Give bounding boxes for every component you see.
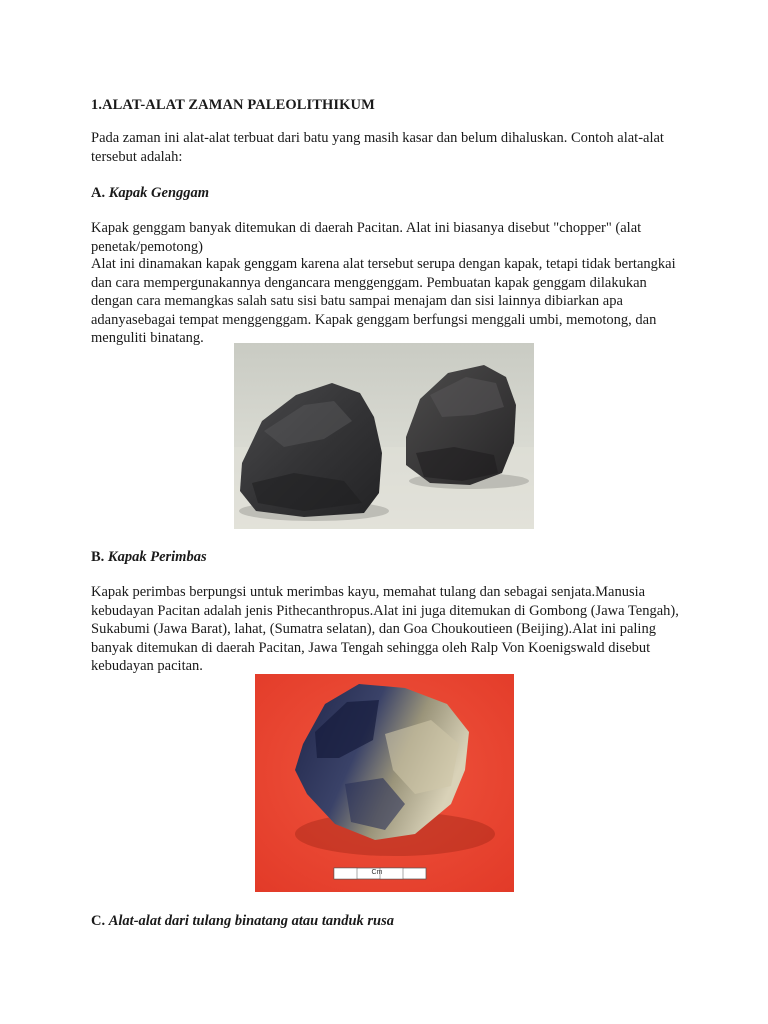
kapak-perimbas-photo: [255, 674, 514, 892]
paragraph-a2: Alat ini dinamakan kapak genggam karena alat tersebut serupa dengan kapak, tetapi tidak bertangkai dan cara mempergunakannya dengancara menggenggam. Pembuatan kapak genggam dilakukan dengan cara memangkas salah satu sisi batu sampai menajam dan sisi lainnya dibiarkan apa adanyasebagai tempat menggenggam. Kapak genggam berfungsi menggali umbi, memotong, dan menguliti binatang.: [91, 256, 676, 346]
subheading-b: [91, 548, 681, 567]
intro-paragraph: Pada zaman ini alat-alat terbuat dari batu yang masih kasar dan belum dihaluskan. Contoh alat-alat tersebut adalah:: [91, 130, 664, 165]
section-heading: 1.ALAT-ALAT ZAMAN PALEOLITHIKUM: [91, 97, 375, 113]
subheading-a-letter: A.: [91, 185, 106, 201]
paragraph-b1: Kapak perimbas berpungsi untuk merimbas kayu, memahat tulang dan sebagai senjata.Manusia kebudayan Pacitan adalah jenis Pithecanthropus.Alat ini juga ditemukan di Gombong (Jawa Tengah), Sukabumi (Jawa Barat), lahat, (Sumatra selatan), dan Goa Choukoutieen (Beijing).Alat ini paling banyak ditemukan di daerah Pacitan, Jawa Tengah sehingga oleh Ralp Von Koenigswald disebut kebudayan pacitan.: [91, 584, 679, 674]
subheading-c-title: Alat-alat dari tulang binatang atau tanduk rusa: [108, 913, 394, 929]
kapak-genggam-photo: [234, 343, 534, 529]
scale-bar-label: Cm: [371, 869, 383, 876]
subheading-b-letter: B.: [91, 549, 105, 565]
subheading-c-letter: C.: [91, 913, 106, 929]
subheading-a: [91, 184, 681, 203]
subheading-a-title: Kapak Genggam: [108, 185, 210, 201]
subheading-b-title: Kapak Perimbas: [107, 549, 207, 565]
paragraph-a1: Kapak genggam banyak ditemukan di daerah Pacitan. Alat ini biasanya disebut "chopper" (alat penetak/pemotong): [91, 220, 642, 255]
subheading-c: [91, 912, 681, 931]
